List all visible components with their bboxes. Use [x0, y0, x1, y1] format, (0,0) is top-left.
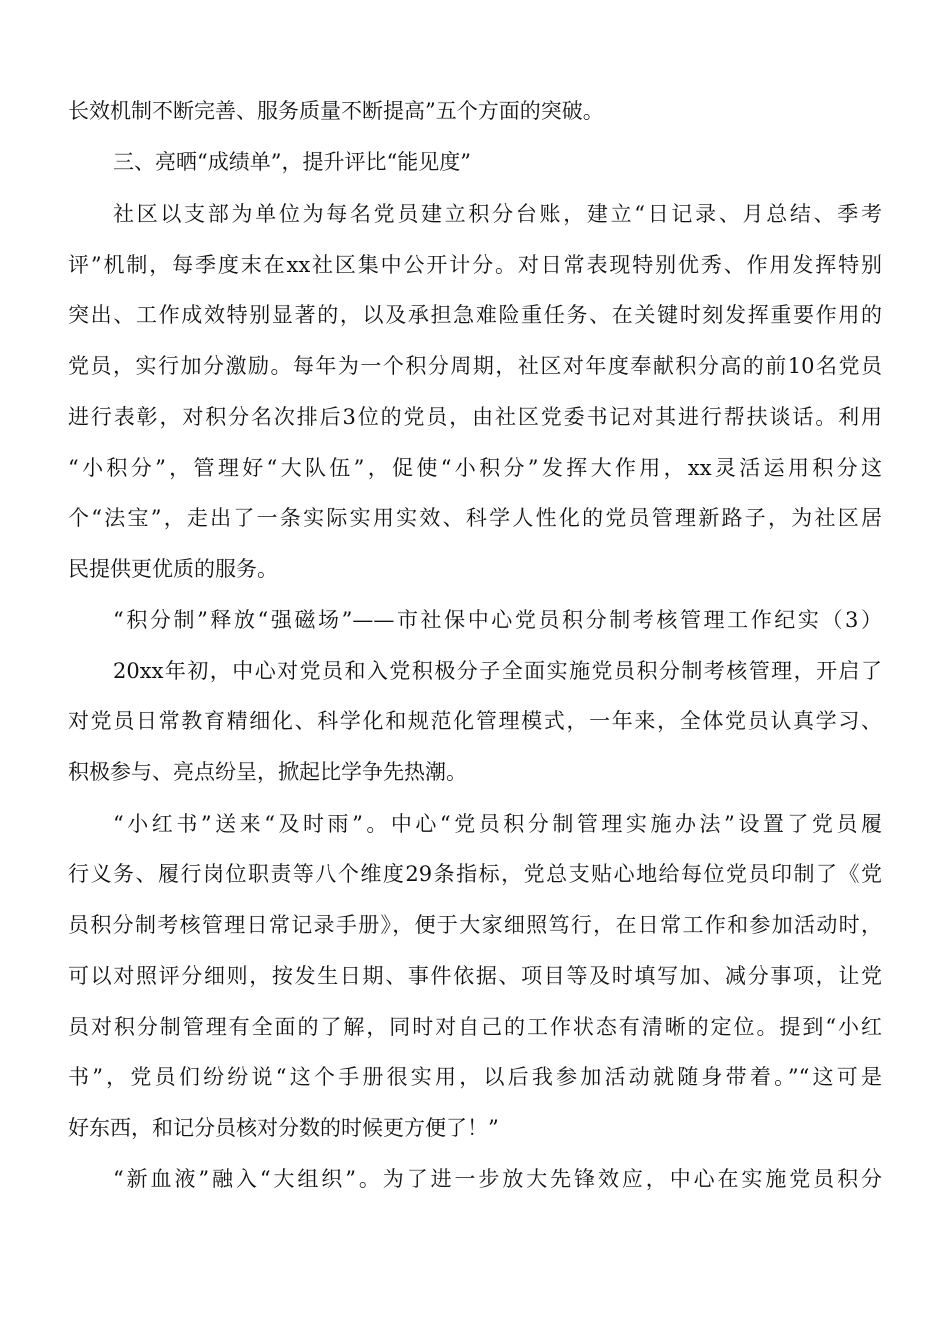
- text-line: 突出、工作成效特别显著的，以及承担急难险重任务、在关键时刻发挥重要作用的: [68, 303, 882, 327]
- text-line: “新血液”融入“大组织”。为了进一步放大先锋效应，中心在实施党员积分: [113, 1167, 882, 1191]
- section-heading: 三、亮晒“成绩单”，提升评比“能见度”: [113, 150, 471, 174]
- text-line: “小积分”，管理好“大队伍”，促使“小积分”发挥大作用，xx灵活运用积分这: [68, 456, 882, 480]
- text-line: “小红书”送来“及时雨”。中心“党员积分制管理实施办法”设置了党员履: [113, 812, 882, 836]
- text-line: 民提供更优质的服务。: [68, 557, 278, 581]
- text-line: 行义务、履行岗位职责等八个维度29条指标，党总支贴心地给每位党员印制了《党: [68, 862, 882, 886]
- text-line: 社区以支部为单位为每名党员建立积分台账，建立“日记录、月总结、季考: [113, 202, 882, 226]
- text-line: 长效机制不断完善、服务质量不断提高”五个方面的突破。: [68, 99, 604, 123]
- article-title: “积分制”释放“强磁场”——市社保中心党员积分制考核管理工作纪实（3）: [113, 608, 882, 632]
- text-line: 对党员日常教育精细化、科学化和规范化管理模式，一年来，全体党员认真学习、: [68, 709, 882, 733]
- text-line: 书”，党员们纷纷说“这个手册很实用，以后我参加活动就随身带着。”“这可是: [68, 1065, 882, 1089]
- text-line: 员积分制考核管理日常记录手册》，便于大家细照笃行，在日常工作和参加活动时，: [68, 913, 882, 937]
- text-line: 积极参与、亮点纷呈，掀起比学争先热潮。: [68, 760, 467, 784]
- text-line: 评”机制，每季度末在xx社区集中公开计分。对日常表现特别优秀、作用发挥特别: [68, 253, 882, 277]
- text-line: 员对积分制管理有全面的了解，同时对自己的工作状态有清晰的定位。提到“小红: [68, 1015, 882, 1039]
- text-line: 进行表彰，对积分名次排后3位的党员，由社区党委书记对其进行帮扶谈话。利用: [68, 405, 882, 429]
- text-line: 好东西，和记分员核对分数的时候更方便了！”: [68, 1116, 499, 1140]
- text-line: 可以对照评分细则，按发生日期、事件依据、项目等及时填写加、减分事项，让党: [68, 964, 882, 988]
- text-line: 党员，实行加分激励。每年为一个积分周期，社区对年度奉献积分高的前10名党员: [68, 354, 882, 378]
- text-line: 个“法宝”，走出了一条实际实用实效、科学人性化的党员管理新路子，为社区居: [68, 506, 882, 530]
- text-line: 20xx年初，中心对党员和入党积极分子全面实施党员积分制考核管理，开启了: [113, 659, 882, 683]
